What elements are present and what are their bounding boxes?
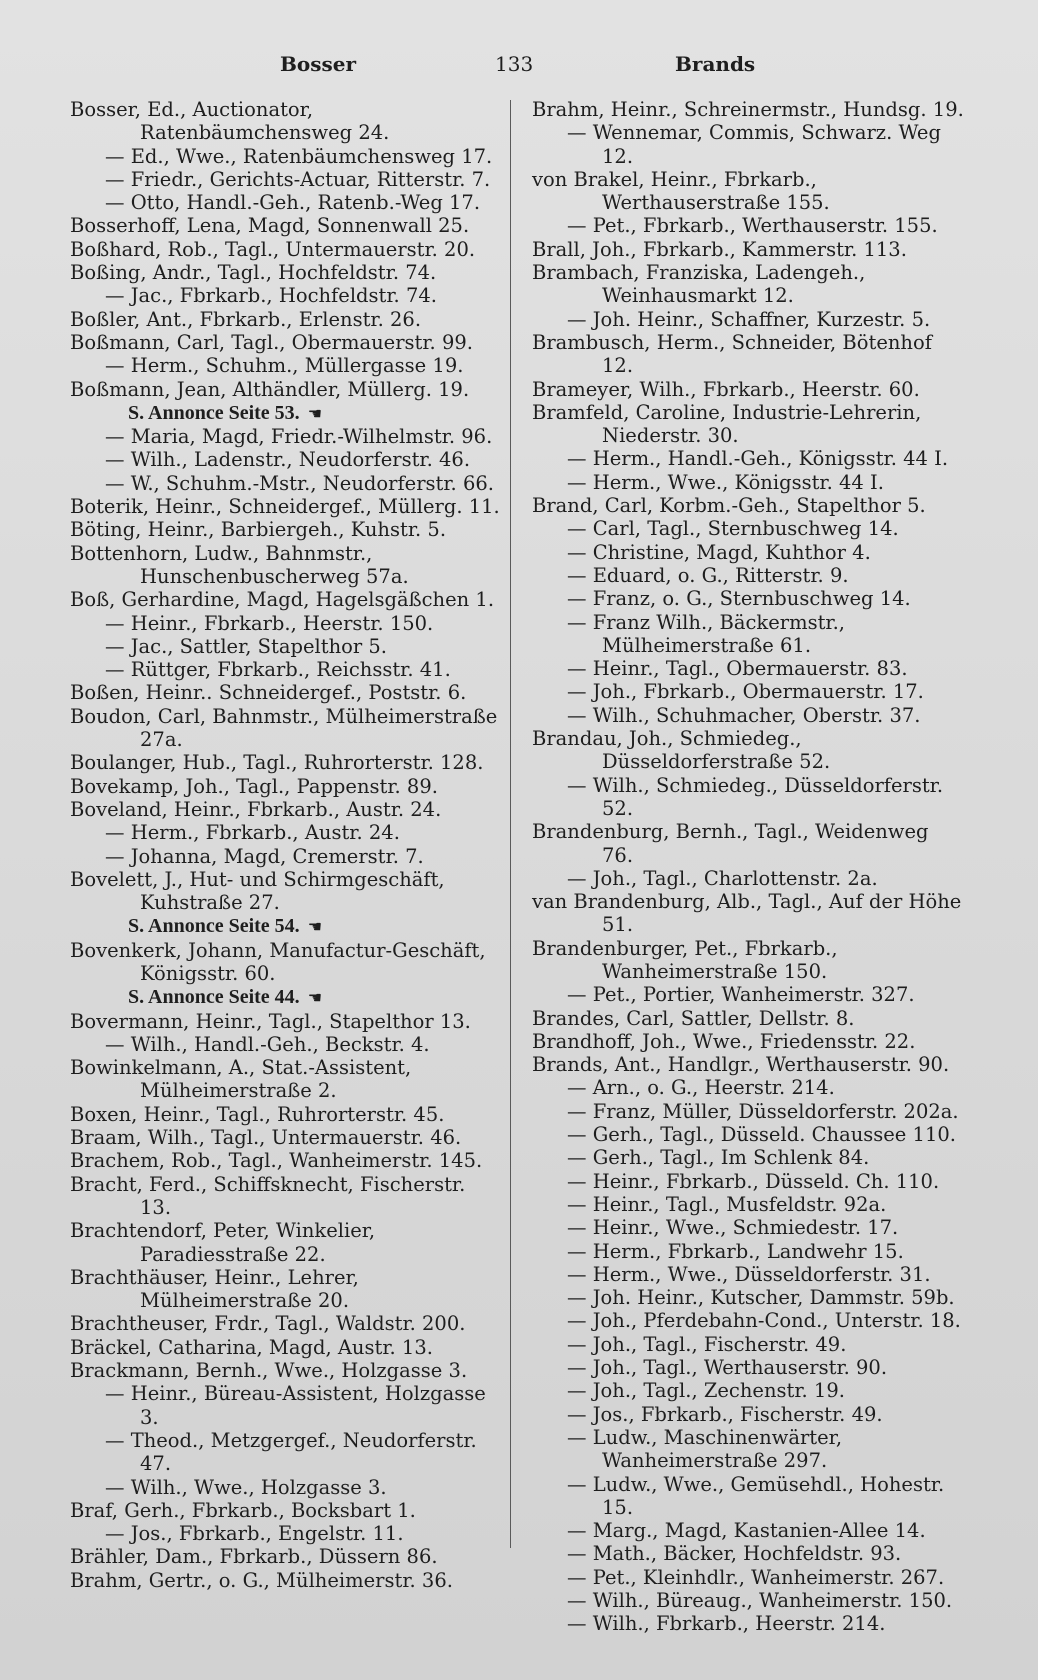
directory-entry: Brandenburger, Pet., Fbrkarb., Wanheimerstraße 150. <box>532 936 838 983</box>
directory-entry: Boß, Gerhardine, Magd, Hagelsgäßchen 1. <box>70 588 495 612</box>
directory-sub-entry: — Johanna, Magd, Cremerstr. 7. <box>105 844 424 868</box>
directory-sub-entry: — Joh., Tagl., Werthauserstr. 90. <box>567 1356 888 1380</box>
directory-sub-entry: — Ludw., Wwe., Gemüsehdl., Hohestr. 15. <box>567 1472 945 1519</box>
directory-sub-entry: — Arn., o. G., Heerstr. 214. <box>567 1076 835 1100</box>
directory-sub-entry: — Eduard, o. G., Ritterstr. 9. <box>567 563 849 587</box>
directory-sub-entry: — Rüttger, Fbrkarb., Reichsstr. 41. <box>105 658 451 682</box>
directory-sub-entry: — Joh., Tagl., Zechenstr. 19. <box>567 1379 845 1403</box>
directory-sub-entry: — Wilh., Schmiedeg., Düsseldorferstr. 52. <box>567 773 944 820</box>
directory-entry: Brambach, Franziska, Ladengeh., Weinhausmarkt 12. <box>532 261 866 308</box>
directory-sub-entry: — Maria, Magd, Friedr.-Wilhelmstr. 96. <box>105 425 493 449</box>
directory-sub-entry: — Friedr., Gerichts-Actuar, Ritterstr. 7. <box>105 167 491 191</box>
directory-entry: Boßler, Ant., Fbrkarb., Erlenstr. 26. <box>70 307 422 331</box>
directory-entry: Boßmann, Jean, Althändler, Müllerg. 19. <box>70 377 470 401</box>
directory-sub-entry: — Jac., Fbrkarb., Hochfeldstr. 74. <box>105 284 437 308</box>
directory-sub-entry: — Heinr., Wwe., Schmiedestr. 17. <box>567 1216 899 1240</box>
directory-entry: Bosser, Ed., Auctionator, Ratenbäumchensweg 24. <box>70 98 390 145</box>
directory-sub-entry: — Herm., Wwe., Königsstr. 44 I. <box>567 470 884 494</box>
directory-sub-entry: — Heinr., Tagl., Obermauerstr. 83. <box>567 657 908 681</box>
header-left-catchword: Bosser <box>280 52 357 76</box>
directory-entry: Brachtheuser, Frdr., Tagl., Waldstr. 200. <box>70 1312 466 1336</box>
directory-entry: Boveland, Heinr., Fbrkarb., Austr. 24. <box>70 797 442 821</box>
directory-sub-entry: — Wilh., Handl.-Geh., Beckstr. 4. <box>105 1032 430 1056</box>
directory-sub-entry: — Wilh., Schuhmacher, Oberstr. 37. <box>567 703 921 727</box>
directory-entry: Boßmann, Carl, Tagl., Obermauerstr. 99. <box>70 330 473 354</box>
directory-entry: Brähler, Dam., Fbrkarb., Düssern 86. <box>70 1545 438 1569</box>
directory-entry: Brachthäuser, Heinr., Lehrer, Mülheimerstraße 20. <box>70 1265 359 1313</box>
directory-sub-entry: — Gerh., Tagl., Düsseld. Chaussee 110. <box>567 1123 956 1147</box>
directory-sub-entry: — Marg., Magd, Kastanien-Allee 14. <box>567 1519 926 1543</box>
directory-sub-entry: — Otto, Handl.-Geh., Ratenb.-Weg 17. <box>105 191 481 215</box>
directory-sub-entry: — Herm., Schuhm., Müllergasse 19. <box>105 354 464 378</box>
directory-entry: von Brakel, Heinr., Fbrkarb., Werthauserstraße 155. <box>532 167 830 215</box>
directory-sub-entry: — Carl, Tagl., Sternbuschweg 14. <box>567 517 899 541</box>
directory-sub-entry: — Franz, o. G., Sternbuschweg 14. <box>567 587 911 611</box>
directory-sub-entry: — Heinr., Büreau-Assistent, Holzgasse 3. <box>105 1382 486 1429</box>
pointing-hand-icon: ☚ <box>307 917 323 937</box>
pointing-hand-icon: ☚ <box>307 403 323 423</box>
directory-sub-entry: — Franz, Müller, Düsseldorferstr. 202a. <box>567 1099 959 1123</box>
directory-sub-entry: — Herm., Fbrkarb., Austr. 24. <box>105 821 400 845</box>
directory-entry: Brands, Ant., Handlgr., Werthauserstr. 90. <box>532 1053 950 1077</box>
annonce-line <box>70 401 502 425</box>
directory-entry: Bramfeld, Caroline, Industrie-Lehrerin, Niederstr. 30. <box>532 400 922 448</box>
directory-sub-entry: — Pet., Fbrkarb., Werthauserstr. 155. <box>567 214 938 238</box>
directory-entry: Boßing, Andr., Tagl., Hochfeldstr. 74. <box>70 261 437 285</box>
directory-entry: Brahm, Gertr., o. G., Mülheimerstr. 36. <box>70 1568 453 1592</box>
annonce-line <box>70 985 502 1009</box>
directory-entry: Böting, Heinr., Barbiergeh., Kuhstr. 5. <box>70 518 447 542</box>
directory-entry: Brahm, Heinr., Schreinermstr., Hundsg. 19. <box>532 98 964 121</box>
directory-sub-entry: — Franz Wilh., Bäckermstr., Mülheimerstraße 61. <box>567 610 845 657</box>
directory-sub-entry: — Heinr., Fbrkarb., Düsseld. Ch. 110. <box>567 1169 940 1193</box>
directory-entry: Bracht, Ferd., Schiffsknecht, Fischerstr. 13. <box>70 1172 466 1219</box>
directory-entry: Brachem, Rob., Tagl., Wanheimerstr. 145. <box>70 1149 483 1173</box>
annonce-reference: S. Annonce Seite 44. <box>128 986 300 1009</box>
annonce-line <box>70 914 502 938</box>
directory-entry: van Brandenburg, Alb., Tagl., Auf der Höhe 51. <box>532 890 962 937</box>
directory-sub-entry: — Math., Bäcker, Hochfeldstr. 93. <box>567 1542 902 1566</box>
directory-entry: Bovekamp, Joh., Tagl., Pappenstr. 89. <box>70 774 438 798</box>
directory-sub-entry: — Wilh., Ladenstr., Neudorferstr. 46. <box>105 448 471 472</box>
directory-sub-entry: — Herm., Fbrkarb., Landwehr 15. <box>567 1239 904 1263</box>
page-header <box>70 52 970 82</box>
directory-entry: Brandenburg, Bernh., Tagl., Weidenweg 76. <box>532 820 929 867</box>
directory-sub-entry: — W., Schuhm.-Mstr., Neudorferstr. 66. <box>105 471 494 495</box>
directory-entry: Brandes, Carl, Sattler, Dellstr. 8. <box>532 1006 855 1030</box>
directory-entry: Bovenkerk, Johann, Manufactur-Geschäft, Königsstr. 60. <box>70 938 486 985</box>
directory-entry: Bovelett, J., Hut- und Schirmgeschäft, Kuhstraße 27. <box>70 867 445 915</box>
directory-sub-entry: — Wilh., Fbrkarb., Heerstr. 214. <box>567 1612 886 1636</box>
directory-sub-entry: — Pet., Portier, Wanheimerstr. 327. <box>567 983 915 1007</box>
directory-sub-entry: — Theod., Metzgergef., Neudorferstr. 47. <box>105 1428 477 1476</box>
directory-sub-entry: — Wennemar, Commis, Schwarz. Weg 12. <box>567 121 941 168</box>
directory-sub-entry: — Joh., Fbrkarb., Obermauerstr. 17. <box>567 680 924 704</box>
directory-sub-entry: — Joh., Tagl., Fischerstr. 49. <box>567 1332 847 1356</box>
directory-sub-entry: — Wilh., Büreaug., Wanheimerstr. 150. <box>567 1589 953 1612</box>
directory-sub-entry: — Ludw., Maschinenwärter, Wanheimerstraße 297. <box>567 1425 843 1473</box>
directory-entry: Brambusch, Herm., Schneider, Bötenhof 12. <box>532 330 932 378</box>
directory-sub-entry: — Heinr., Fbrkarb., Heerstr. 150. <box>105 611 434 635</box>
directory-sub-entry: — Joh., Tagl., Charlottenstr. 2a. <box>567 866 878 890</box>
annonce-reference: S. Annonce Seite 54. <box>128 915 300 938</box>
directory-sub-entry: — Joh., Pferdebahn-Cond., Unterstr. 18. <box>567 1309 961 1333</box>
directory-entry: Brackmann, Bernh., Wwe., Holzgasse 3. <box>70 1359 468 1383</box>
directory-sub-entry: — Jac., Sattler, Stapelthor 5. <box>105 634 388 658</box>
directory-entry: Bottenhorn, Ludw., Bahnmstr., Hunschenbuscherweg 57a. <box>70 541 409 588</box>
directory-entry: Boxen, Heinr., Tagl., Ruhrorterstr. 45. <box>70 1102 445 1126</box>
directory-entry: Brachtendorf, Peter, Winkelier, Paradiesstraße 22. <box>70 1219 376 1266</box>
directory-entry: Brand, Carl, Korbm.-Geh., Stapelthor 5. <box>532 494 926 518</box>
directory-entry: Brandhoff, Joh., Wwe., Friedensstr. 22. <box>532 1029 916 1053</box>
directory-sub-entry: — Herm., Handl.-Geh., Königsstr. 44 I. <box>567 447 949 471</box>
directory-sub-entry: — Pet., Kleinhdlr., Wanheimerstr. 267. <box>567 1565 945 1589</box>
right-column <box>532 98 964 1636</box>
directory-sub-entry: — Christine, Magd, Kuhthor 4. <box>567 540 871 564</box>
directory-sub-entry: — Herm., Wwe., Düsseldorferstr. 31. <box>567 1262 931 1286</box>
directory-sub-entry: — Joh. Heinr., Schaffner, Kurzestr. 5. <box>567 307 931 331</box>
directory-entry: Brandau, Joh., Schmiedeg., Düsseldorferstraße 52. <box>532 727 831 774</box>
pointing-hand-icon: ☚ <box>307 988 323 1008</box>
directory-entry: Boudon, Carl, Bahnmstr., Mülheimerstraße 27a. <box>70 704 498 752</box>
directory-entry: Bowinkelmann, A., Stat.-Assistent, Mülheimerstraße 2. <box>70 1056 412 1103</box>
directory-entry: Boulanger, Hub., Tagl., Ruhrorterstr. 128. <box>70 751 484 775</box>
header-right-catchword: Brands <box>675 52 756 76</box>
directory-sub-entry: — Gerh., Tagl., Im Schlenk 84. <box>567 1146 870 1170</box>
directory-entry: Boßhard, Rob., Tagl., Untermauerstr. 20. <box>70 237 476 261</box>
directory-entry: Bosserhoff, Lena, Magd, Sonnenwall 25. <box>70 214 470 238</box>
directory-entry: Brameyer, Wilh., Fbrkarb., Heerstr. 60. <box>532 377 920 401</box>
directory-entry: Braf, Gerh., Fbrkarb., Bocksbart 1. <box>70 1498 416 1522</box>
page-number: 133 <box>495 52 534 76</box>
directory-entry: Brall, Joh., Fbrkarb., Kammerstr. 113. <box>532 237 907 261</box>
directory-entry: Bovermann, Heinr., Tagl., Stapelthor 13. <box>70 1009 471 1033</box>
column-divider <box>510 100 511 1548</box>
directory-entry: Boterik, Heinr., Schneidergef., Müllerg. 11. <box>70 495 500 519</box>
directory-sub-entry: — Ed., Wwe., Ratenbäumchensweg 17. <box>105 144 493 168</box>
left-column <box>70 98 502 1592</box>
directory-sub-entry: — Jos., Fbrkarb., Engelstr. 11. <box>105 1522 404 1546</box>
directory-entry: Bräckel, Catharina, Magd, Austr. 13. <box>70 1335 433 1359</box>
annonce-reference: S. Annonce Seite 53. <box>128 401 300 424</box>
directory-sub-entry: — Heinr., Tagl., Musfeldstr. 92a. <box>567 1192 887 1216</box>
directory-sub-entry: — Jos., Fbrkarb., Fischerstr. 49. <box>567 1402 883 1426</box>
directory-entry: Braam, Wilh., Tagl., Untermauerstr. 46. <box>70 1126 462 1150</box>
directory-sub-entry: — Joh. Heinr., Kutscher, Dammstr. 59b. <box>567 1286 955 1310</box>
directory-entry: Boßen, Heinr.. Schneidergef., Poststr. 6. <box>70 681 467 705</box>
directory-sub-entry: — Wilh., Wwe., Holzgasse 3. <box>105 1475 387 1499</box>
